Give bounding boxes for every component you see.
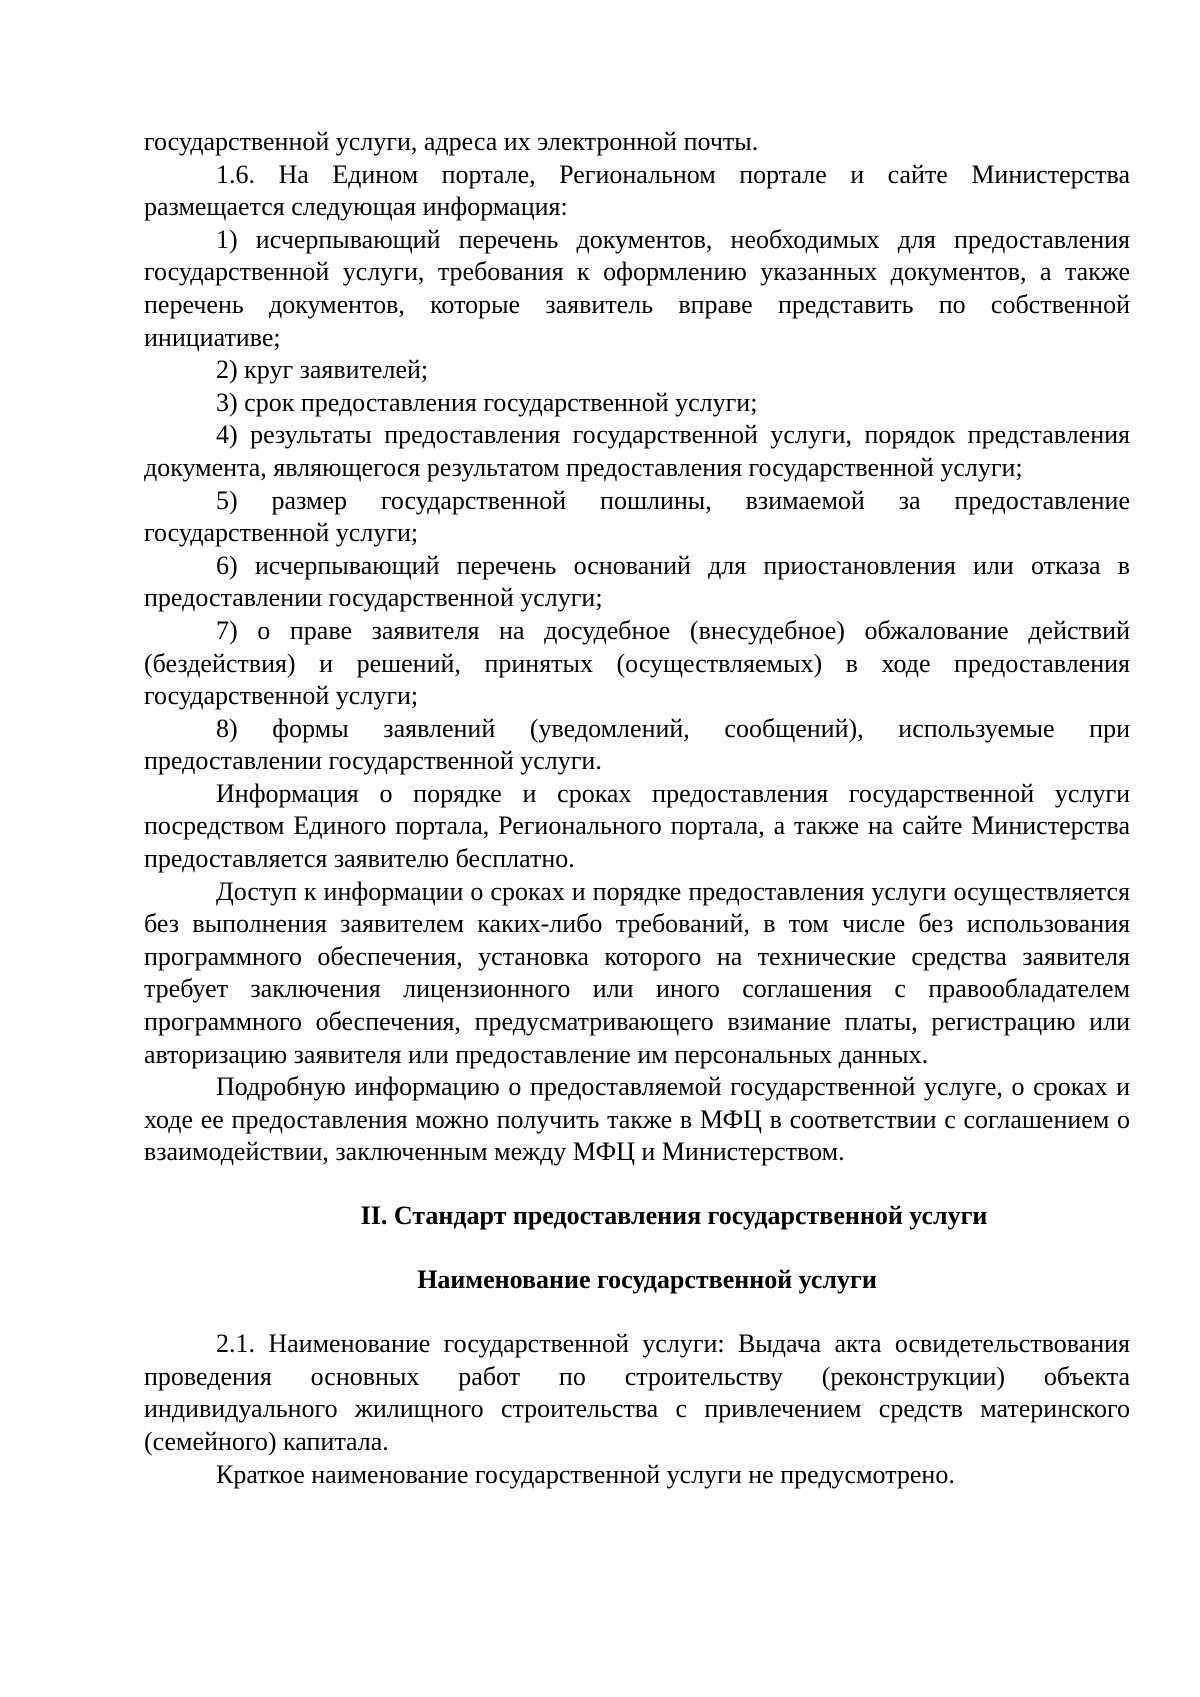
paragraph-mfc: Подробную информацию о предоставляемой государственной услуге, о сроках и ходе ее предоставления можно получить также в МФЦ в соответствии с соглашением о взаимодействии, заключенным между МФЦ и Министерством. [144,1072,1130,1167]
paragraph-access: Доступ к информации о сроках и порядке предоставления услуги осуществляется без выполнения заявителем каких-либо требований, в том числе без использования программного обеспечения, установка которого на технические средства заявителя требует заключения лицензионного или иного соглашения с правообладателем программного обеспечения, предусматривающего взимание платы, регистрацию или авторизацию заявителя или предоставление им персональных данных. [144,876,1130,1069]
list-item-5: 5) размер государственной пошлины, взимаемой за предоставление государственной услуги; [144,485,1130,548]
list-item-8: 8) формы заявлений (уведомлений, сообщений), используемые при предоставлении государственной услуги. [144,713,1130,776]
list-item-2: 2) круг заявителей; [216,355,429,385]
subsection-heading: Наименование государственной услуги [417,1264,877,1294]
paragraph-2-1: 2.1. Наименование государственной услуги: Выдача акта освидетельствования проведения основных работ по строительству (реконструкции) объекта индивидуального жилищного строительства с привлечением средств материнского (семейного) капитала. [144,1329,1130,1456]
document-page [144,126,1130,1491]
section-heading: II. Стандарт предоставления государственной услуги [360,1201,988,1230]
list-item-7: 7) о праве заявителя на досудебное (внесудебное) обжалование действий (бездействия) и решений, принятых (осуществляемых) в ходе предоставления государственной услуги; [144,615,1130,711]
paragraph-info-free: Информация о порядке и сроках предоставления государственной услуги посредством Единого портала, Регионального портала, а также на сайте Министерства предоставляется заявителю бесплатно. [144,778,1130,874]
list-item-3: 3) срок предоставления государственной услуги; [216,387,758,417]
list-item-4: 4) результаты предоставления государственной услуги, порядок представления документа, являющегося результатом предоставления государственной услуги; [144,420,1130,482]
list-item-6: 6) исчерпывающий перечень оснований для приостановления или отказа в предоставлении государственной услуги; [144,550,1130,613]
paragraph-continuation: государственной услуги, адреса их электронной почты. [144,127,759,156]
list-item-1: 1) исчерпывающий перечень документов, необходимых для предоставления государственной услуги, требования к оформлению указанных документов, а также перечень документов, которые заявитель вправе представить по собственной инициативе; [144,224,1130,352]
paragraph-short-name: Краткое наименование государственной услуги не предусмотрено. [216,1459,955,1489]
paragraph-1-6: 1.6. На Едином портале, Региональном портале и сайте Министерства размещается следующая информация: [144,159,1130,222]
